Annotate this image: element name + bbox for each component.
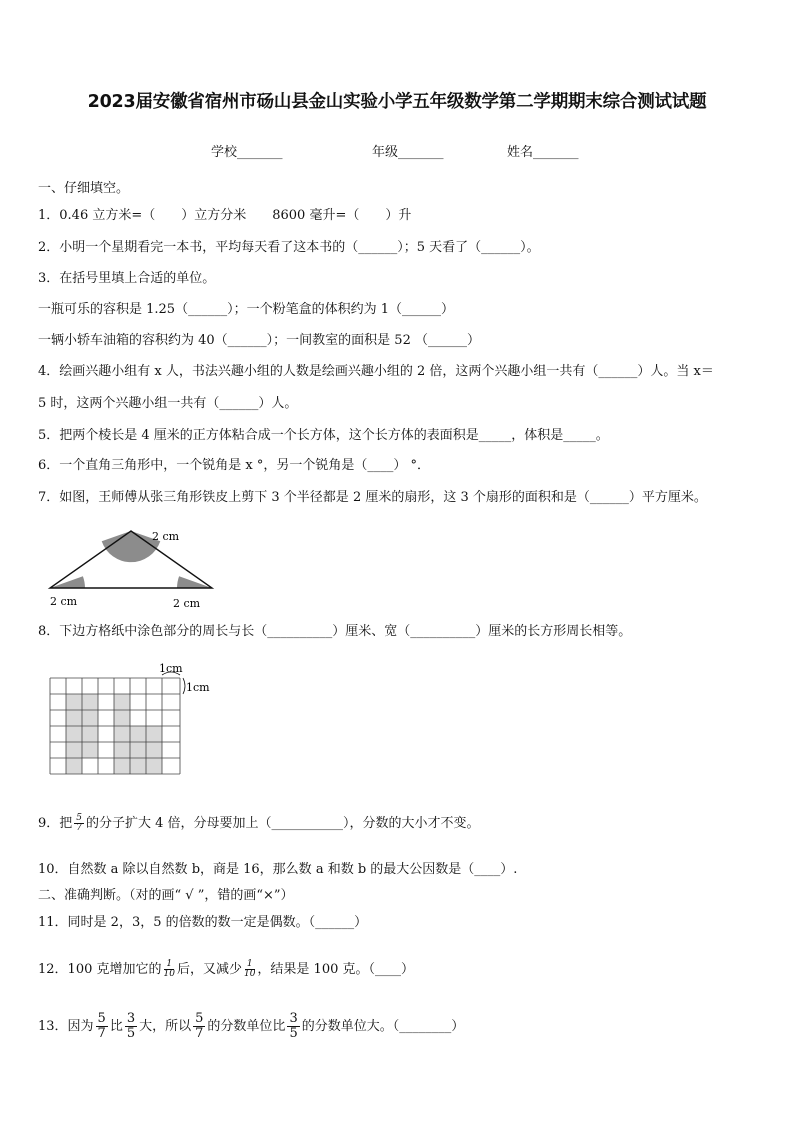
question-3: 3．在括号里填上合适的单位。 <box>38 271 216 286</box>
q13-bi: 比 <box>109 1019 123 1034</box>
height-brace <box>183 678 185 694</box>
q9-pre: 9．把 <box>38 816 73 831</box>
question-13 <box>38 1012 464 1041</box>
q13-pre: 13．因为 <box>38 1019 94 1034</box>
question-7: 7．如图，王师傅从张三角形铁皮上剪下 3 个半径都是 2 厘米的扇形，这 3 个扇形的面积和是（______）平方厘米。 <box>38 490 707 505</box>
q12-fraction-2 <box>244 960 255 979</box>
question-4-line-2: 5 时，这两个兴趣小组一共有（______）人。 <box>38 396 298 411</box>
question-8: 8．下边方格纸中涂色部分的周长与长（__________）厘米、宽（__________）厘米的长方形周长相等。 <box>38 624 632 639</box>
q13-fraction-c <box>193 1012 205 1041</box>
q13-b-den: 5 <box>126 1026 136 1041</box>
q9-post: 的分子扩大 4 倍，分母要加上（___________），分数的大小才不变。 <box>86 816 480 831</box>
left-sector <box>50 576 85 588</box>
q13-fraction-b <box>125 1012 137 1041</box>
question-4-line-1: 4．绘画兴趣小组有 x 人，书法兴趣小组的人数是绘画兴趣小组的 2 倍，这两个兴趣小组一共有（______）人。当 x＝ <box>38 364 714 379</box>
q13-d-den: 5 <box>289 1026 298 1041</box>
question-9 <box>38 814 480 833</box>
question-3-line-b: 一辆小轿车油箱的容积约为 40（______）；一间教室的面积是 52 （______） <box>38 333 480 348</box>
school-field[interactable]: 学校_______ <box>211 145 283 160</box>
q12-frac2-den: 10 <box>243 969 256 979</box>
q13-mid: 的分数单位比 <box>207 1019 286 1034</box>
q12-fraction-1 <box>164 960 175 979</box>
q13-b-num: 3 <box>126 1011 136 1026</box>
q13-c-num: 5 <box>195 1011 204 1026</box>
q9-fraction <box>74 814 84 833</box>
section-1-heading: 一、仔细填空。 <box>38 181 130 196</box>
question-11: 11．同时是 2，3，5 的倍数的数一定是偶数。（______） <box>38 915 368 930</box>
label-right: 2 cm <box>173 597 201 610</box>
q13-a-num: 5 <box>97 1011 106 1026</box>
q9-frac-den: 7 <box>76 823 83 833</box>
question-10: 10．自然数 a 除以自然数 b，商是 16，那么数 a 和数 b 的最大公因数是（____）. <box>38 862 518 877</box>
q12-frac1-num: 1 <box>166 959 173 969</box>
q13-fraction-d <box>287 1012 299 1041</box>
q12-frac2-num: 1 <box>246 959 253 969</box>
question-5: 5．把两个棱长是 4 厘米的正方体粘合成一个长方体，这个长方体的表面积是_____，体积是_____。 <box>38 428 609 443</box>
question-3-line-a: 一瓶可乐的容积是 1.25（______）；一个粉笔盒的体积约为 1（______） <box>38 302 454 317</box>
q13-a-den: 7 <box>97 1026 106 1041</box>
q9-frac-num: 5 <box>76 813 83 823</box>
question-1: 1．0.46 立方米=（ ）立方分米 8600 毫升=（ ）升 <box>38 208 412 223</box>
q13-c-den: 7 <box>195 1026 204 1041</box>
grade-field[interactable]: 年级_______ <box>372 145 444 160</box>
q13-da: 大，所以 <box>139 1019 192 1034</box>
grid-figure <box>48 658 218 780</box>
label-left: 2 cm <box>50 595 78 608</box>
section-2-heading: 二、准确判断。（对的画“ √ ”，错的画“×”） <box>38 888 294 903</box>
height-label: 1cm <box>186 681 210 694</box>
right-sector <box>177 576 212 588</box>
name-field[interactable]: 姓名_______ <box>507 145 579 160</box>
label-top: 2 cm <box>152 530 180 543</box>
q13-post: 的分数单位大。（________） <box>301 1019 465 1034</box>
question-2: 2．小明一个星期看完一本书，平均每天看了这本书的（______）；5 天看了（______）。 <box>38 240 540 255</box>
q13-fraction-a <box>96 1012 108 1041</box>
question-12 <box>38 960 414 979</box>
width-label: 1cm <box>159 662 183 675</box>
q12-frac1-den: 10 <box>163 969 175 979</box>
q12-post: ，结果是 100 克。（____） <box>257 962 414 977</box>
triangle-sector-figure <box>40 522 225 614</box>
q12-pre: 12．100 克增加它的 <box>38 962 162 977</box>
page-title: 2023届安徽省宿州市砀山县金山实验小学五年级数学第二学期期末综合测试试题 <box>87 92 707 112</box>
question-6: 6．一个直角三角形中，一个锐角是 x °，另一个锐角是（____） °． <box>38 458 430 473</box>
q13-d-num: 3 <box>289 1011 298 1026</box>
q12-mid: 后，又减少 <box>176 962 242 977</box>
